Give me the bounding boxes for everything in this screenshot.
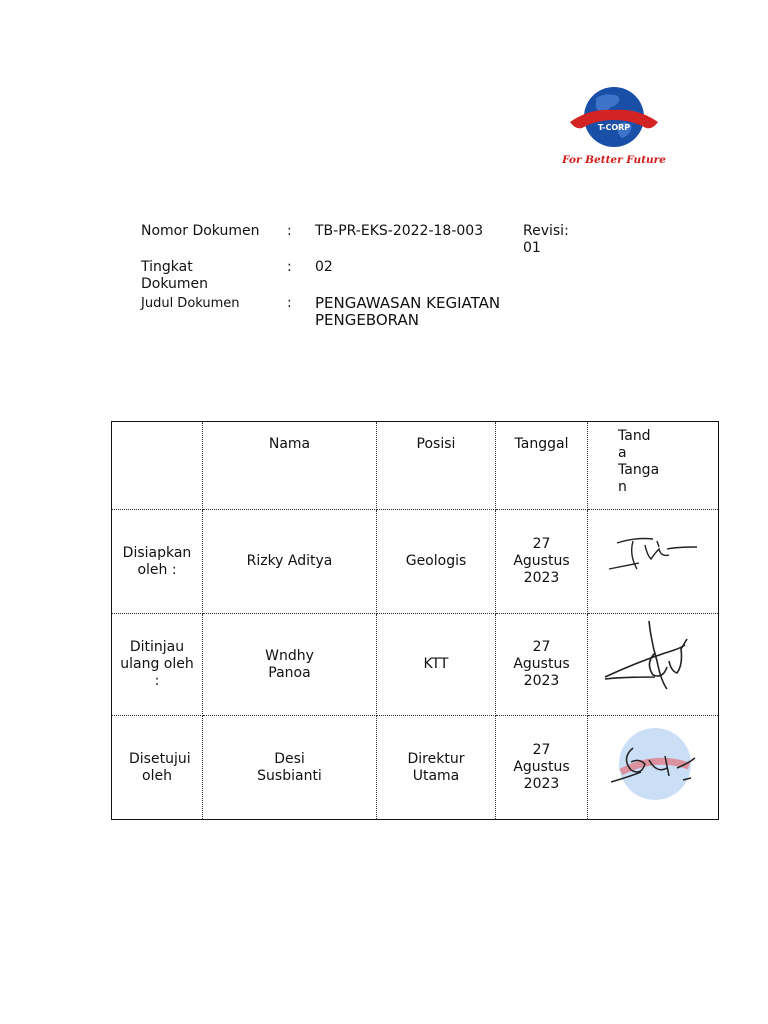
row-tanggal <box>496 510 588 614</box>
row-posisi-text: Direktur Utama <box>407 750 465 784</box>
row-nama: Rizky Aditya <box>203 510 377 614</box>
header-tanda-tangan-label: Tand a Tanga n <box>618 428 660 495</box>
judul-dokumen-value: PENGAWASAN KEGIATAN PENGEBORAN <box>315 294 501 329</box>
signature-image <box>603 529 703 589</box>
row-label <box>112 716 203 820</box>
table-row <box>112 510 719 614</box>
signature-cell <box>588 614 719 716</box>
row-nama <box>203 614 377 716</box>
row-tanggal <box>496 716 588 820</box>
row-nama-text: Wndhy Panoa <box>265 647 314 681</box>
globe-logo-icon <box>556 84 672 164</box>
row-tanggal-text: 27 Agustus 2023 <box>513 536 570 586</box>
row-nama-text: Desi Susbianti <box>257 750 322 784</box>
colon: : <box>287 259 292 275</box>
row-label <box>112 510 203 614</box>
header-nama: Nama <box>203 422 377 510</box>
table-row <box>112 716 719 820</box>
signature-cell <box>588 716 719 820</box>
row-nama <box>203 716 377 820</box>
header-tanda-tangan <box>588 422 719 510</box>
header-empty <box>112 422 203 510</box>
tingkat-dokumen-label: Tingkat Dokumen <box>141 259 209 292</box>
colon: : <box>287 295 292 311</box>
signature-image <box>603 617 703 707</box>
table-row <box>112 614 719 716</box>
row-posisi: KTT <box>377 614 496 716</box>
header-posisi: Posisi <box>377 422 496 510</box>
row-tanggal-text: 27 Agustus 2023 <box>513 742 570 792</box>
row-tanggal <box>496 614 588 716</box>
row-tanggal-text: 27 Agustus 2023 <box>513 639 570 689</box>
signature-cell <box>588 510 719 614</box>
row-label-text: Ditinjau ulang oleh : <box>120 639 194 689</box>
approval-table <box>111 421 719 820</box>
tingkat-dokumen-value: 02 <box>315 259 333 275</box>
row-label-text: Disiapkan oleh : <box>122 544 192 578</box>
row-posisi <box>377 716 496 820</box>
colon: : <box>287 223 292 239</box>
tagline: For Better Future <box>562 154 666 166</box>
company-logo <box>556 84 672 174</box>
judul-dokumen-label: Judul Dokumen <box>141 296 240 311</box>
row-label <box>112 614 203 716</box>
header-tanggal: Tanggal <box>496 422 588 510</box>
company-stamp-icon <box>603 720 703 810</box>
nomor-dokumen-value: TB-PR-EKS-2022-18-003 <box>315 223 484 239</box>
row-posisi: Geologis <box>377 510 496 614</box>
revisi-value: Revisi: 01 <box>523 223 569 256</box>
table-header-row <box>112 422 719 510</box>
svg-text:T-CORP: T-CORP <box>597 123 631 132</box>
nomor-dokumen-label: Nomor Dokumen <box>141 223 260 239</box>
row-label-text: Disetujui oleh <box>129 750 191 784</box>
